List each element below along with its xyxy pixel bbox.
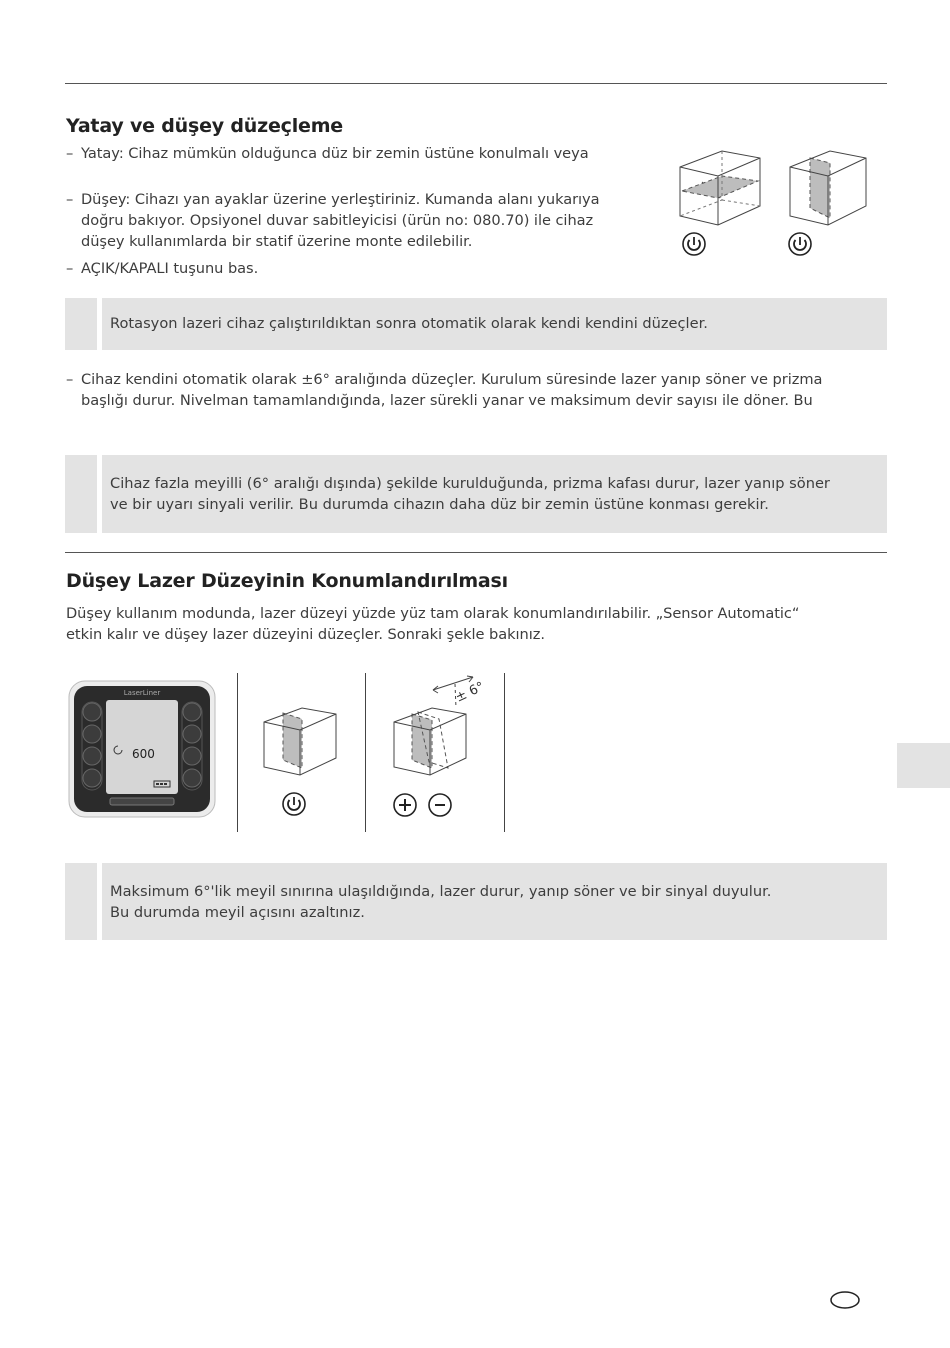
vertical-intro-text: Düşey kullanım modunda, lazer düzeyi yüzde yüz tam olarak konumlandırılabilir. „Sensor Automatic“ etkin kalır ve düşey lazer düzeyini düzeçler. Sonraki şekle bakınız.: [66, 605, 800, 643]
cube-horizontal: [680, 151, 760, 225]
horizontal-plane: [682, 176, 758, 198]
panel-button[interactable]: [183, 725, 201, 743]
panel-button[interactable]: [83, 747, 101, 765]
auto-leveling-text: – Cihaz kendini otomatik olarak ±6° aralığında düzeçler. Kurulum süresinde lazer yanıp söner ve prizma başlığı durur. Nivelman tamamlandığında, lazer sürekli yanar ve maksimum devir sayısı ile döner. Bu: [66, 371, 823, 409]
panel-button[interactable]: [183, 769, 201, 787]
tilt-angle-label: ± 6°: [453, 679, 487, 706]
leveling-figures: [670, 145, 870, 265]
section-rule: [65, 552, 887, 553]
note-marker: [65, 298, 97, 350]
bullet-dash: –: [66, 371, 74, 388]
bullet-dash: –: [66, 191, 74, 208]
section-title-leveling: Yatay ve düşey düzeçleme: [66, 115, 343, 137]
panel-button[interactable]: [83, 725, 101, 743]
plus-icon: [394, 794, 416, 816]
bullet-power: – AÇIK/KAPALI tuşunu bas.: [66, 260, 259, 277]
note-marker: [65, 863, 97, 940]
note-auto-leveling: Rotasyon lazeri cihaz çalıştırıldıktan sonra otomatik olarak kendi kendini düzeçler.: [102, 298, 887, 350]
top-rule: [65, 83, 887, 84]
bullet-dash: –: [66, 145, 74, 162]
control-panel-image: [68, 680, 216, 818]
note-max-tilt: Maksimum 6°'lik meyil sınırına ulaşıldığında, lazer durur, yanıp söner ve bir sinyal duyulur. Bu durumda meyil açısını azaltınız.: [102, 863, 887, 940]
note-marker: [65, 455, 97, 533]
vertical-cube-figure: [255, 700, 345, 825]
brand-logo: LaserLiner: [123, 689, 161, 697]
figure-divider: [504, 673, 505, 832]
panel-button[interactable]: [183, 747, 201, 765]
power-icon: [283, 793, 305, 815]
panel-label-strip: [110, 798, 174, 805]
cube-vertical: [790, 151, 866, 225]
bullet-dash: –: [66, 260, 74, 277]
power-icon: [683, 233, 705, 255]
figure-divider: [365, 673, 366, 832]
bullet-horizontal: – Yatay: Cihaz mümkün olduğunca düz bir zemin üstüne konulmalı veya: [66, 145, 589, 162]
section-title-vertical-plane: Düşey Lazer Düzeyinin Konumlandırılması: [66, 570, 508, 592]
figure-divider: [237, 673, 238, 832]
vertical-plane: [810, 158, 830, 218]
note-tilt-warning: Cihaz fazla meyilli (6° aralığı dışında) şekilde kurulduğunda, prizma kafası durur, lazer yanıp söner ve bir uyarı sinyali verilir. Bu durumda cihazın daha düz bir zemin üstüne konması gerekir.: [102, 455, 887, 533]
language-badge-icon: [829, 1290, 861, 1310]
bullet-vertical: – Düşey: Cihazı yan ayaklar üzerine yerleştiriniz. Kumanda alanı yukarıya doğru bakıyor. Opsiyonel duvar sabitleyicisi (ürün no: 080.70) ile cihaz düşey kullanımlarda bir statif üzerine monte edilebilir.: [66, 191, 600, 250]
panel-button[interactable]: [183, 703, 201, 721]
lcd-value: 600: [132, 747, 155, 761]
tilt-cube-figure: [385, 672, 500, 827]
minus-icon: [429, 794, 451, 816]
panel-button[interactable]: [83, 769, 101, 787]
power-icon: [789, 233, 811, 255]
vertical-plane: [283, 713, 302, 768]
chapter-side-tab: [897, 743, 950, 788]
panel-button[interactable]: [83, 703, 101, 721]
